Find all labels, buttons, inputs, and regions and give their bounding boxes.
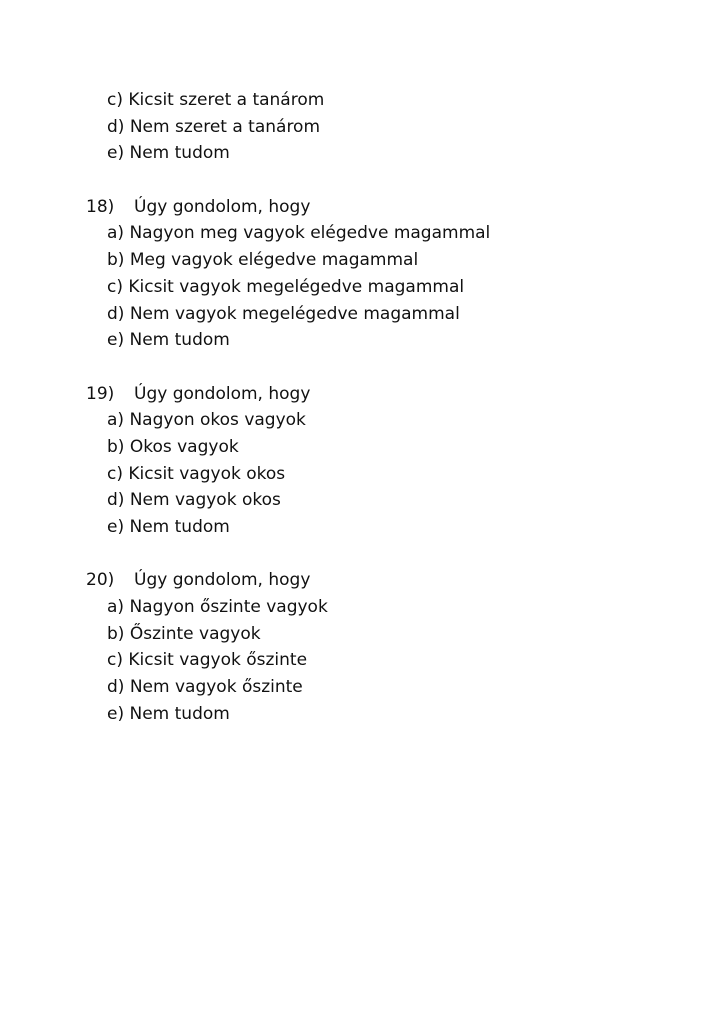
- question-number: 18): [86, 196, 115, 217]
- answer-option: b) Meg vagyok elégedve magammal: [107, 250, 419, 271]
- answer-option: a) Nagyon őszinte vagyok: [107, 597, 328, 618]
- question-block-20: [86, 567, 686, 727]
- answer-option: b) Őszinte vagyok: [107, 623, 261, 644]
- spacer: [86, 541, 686, 568]
- questionnaire: [86, 87, 686, 728]
- answer-option: d) Nem vagyok okos: [107, 490, 281, 511]
- answer-option: d) Nem vagyok őszinte: [107, 677, 303, 698]
- question-block-18: [86, 194, 686, 354]
- answer-option: e) Nem tudom: [107, 703, 230, 724]
- question-heading: [86, 381, 686, 408]
- question-number: 20): [86, 570, 115, 591]
- answer-option: e) Nem tudom: [107, 517, 230, 537]
- answer-option: e) Nem tudom: [107, 330, 230, 351]
- spacer: [86, 167, 686, 194]
- answer-option: a) Nagyon okos vagyok: [107, 410, 306, 431]
- question-text: Úgy gondolom, hogy: [134, 570, 311, 591]
- answer-option: b) Okos vagyok: [107, 436, 239, 457]
- question-text: Úgy gondolom, hogy: [134, 383, 311, 404]
- answer-option: c) Kicsit vagyok okos: [107, 463, 286, 484]
- question-block-19: [86, 381, 686, 541]
- spacer: [86, 354, 686, 381]
- answer-option: e) Nem tudom: [107, 143, 230, 164]
- question-heading: [86, 194, 686, 221]
- question-heading: [86, 567, 686, 594]
- answer-option: c) Kicsit vagyok őszinte: [107, 650, 308, 671]
- answer-option: d) Nem szeret a tanárom: [107, 116, 321, 137]
- answer-option: a) Nagyon meg vagyok elégedve magammal: [107, 223, 491, 244]
- question-number: 19): [86, 383, 115, 404]
- answer-option: c) Kicsit szeret a tanárom: [107, 90, 325, 110]
- answer-option: c) Kicsit vagyok megelégedve magammal: [107, 276, 465, 297]
- question-text: Úgy gondolom, hogy: [134, 196, 311, 217]
- answer-option: d) Nem vagyok megelégedve magammal: [107, 303, 460, 324]
- question-block-17-continued: [86, 87, 686, 167]
